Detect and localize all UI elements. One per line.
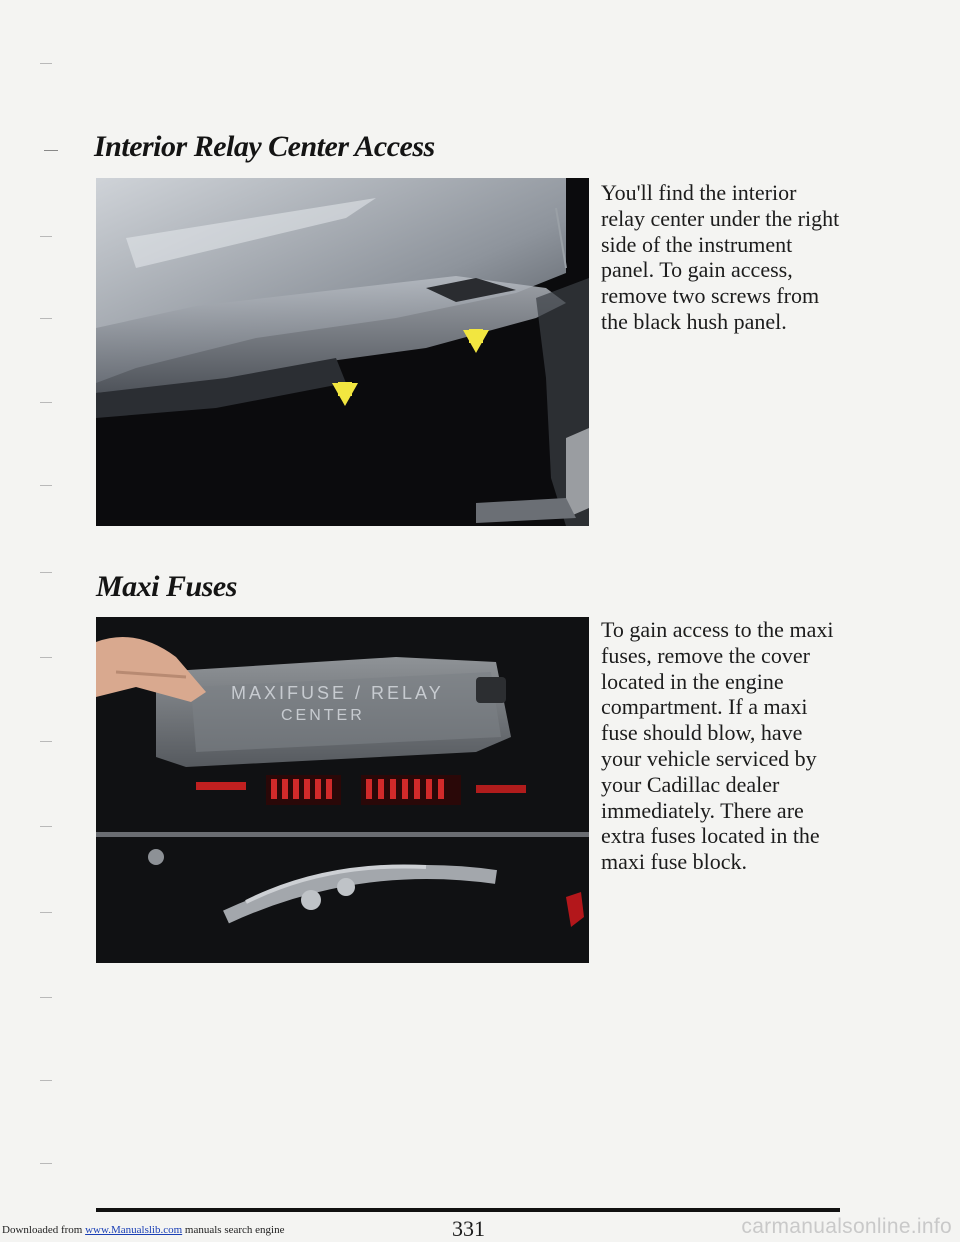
photo-interior-relay-center <box>96 178 589 526</box>
section-body-interior-relay: You'll find the interior relay center under the right side of the instrument panel. To gain access, remove two screws from the black hush panel. <box>601 180 840 334</box>
margin-mark <box>40 1080 52 1081</box>
footer-download-note <box>2 1224 284 1236</box>
photo-label-line2: CENTER <box>281 707 365 724</box>
footer-rule <box>96 1208 840 1212</box>
margin-mark <box>40 997 52 998</box>
section-title-maxi-fuses: Maxi Fuses <box>96 570 237 603</box>
footer-watermark: carmanualsonline.info <box>741 1215 952 1238</box>
margin-mark <box>40 63 52 64</box>
margin-mark <box>40 318 52 319</box>
footer-suffix: manuals search engine <box>184 1224 285 1236</box>
section-body-maxi-fuses: To gain access to the maxi fuses, remove the cover located in the engine compartment. If a maxi fuse should blow, have your vehicle serviced by your Cadillac dealer immediately. There are extra fuses located in the maxi fuse block. <box>601 617 834 875</box>
margin-mark <box>40 741 52 742</box>
photo-maxi-fuses-art <box>96 617 589 963</box>
manualslib-link[interactable]: www.Manualslib.com <box>85 1224 183 1236</box>
section-title-interior-relay: Interior Relay Center Access <box>94 130 435 163</box>
margin-mark <box>40 402 52 403</box>
photo-interior-relay-art <box>96 178 589 526</box>
margin-mark <box>40 572 52 573</box>
title-dash <box>44 150 58 151</box>
footer-prefix: Downloaded from <box>2 1224 83 1236</box>
photo-maxi-fuses <box>96 617 589 963</box>
margin-mark <box>40 912 52 913</box>
margin-mark <box>40 485 52 486</box>
page-number: 331 <box>452 1216 485 1241</box>
margin-mark <box>40 1163 52 1164</box>
margin-mark <box>40 657 52 658</box>
margin-mark <box>40 826 52 827</box>
photo-label-line1: MAXIFUSE / RELAY <box>231 683 444 703</box>
margin-mark <box>40 236 52 237</box>
